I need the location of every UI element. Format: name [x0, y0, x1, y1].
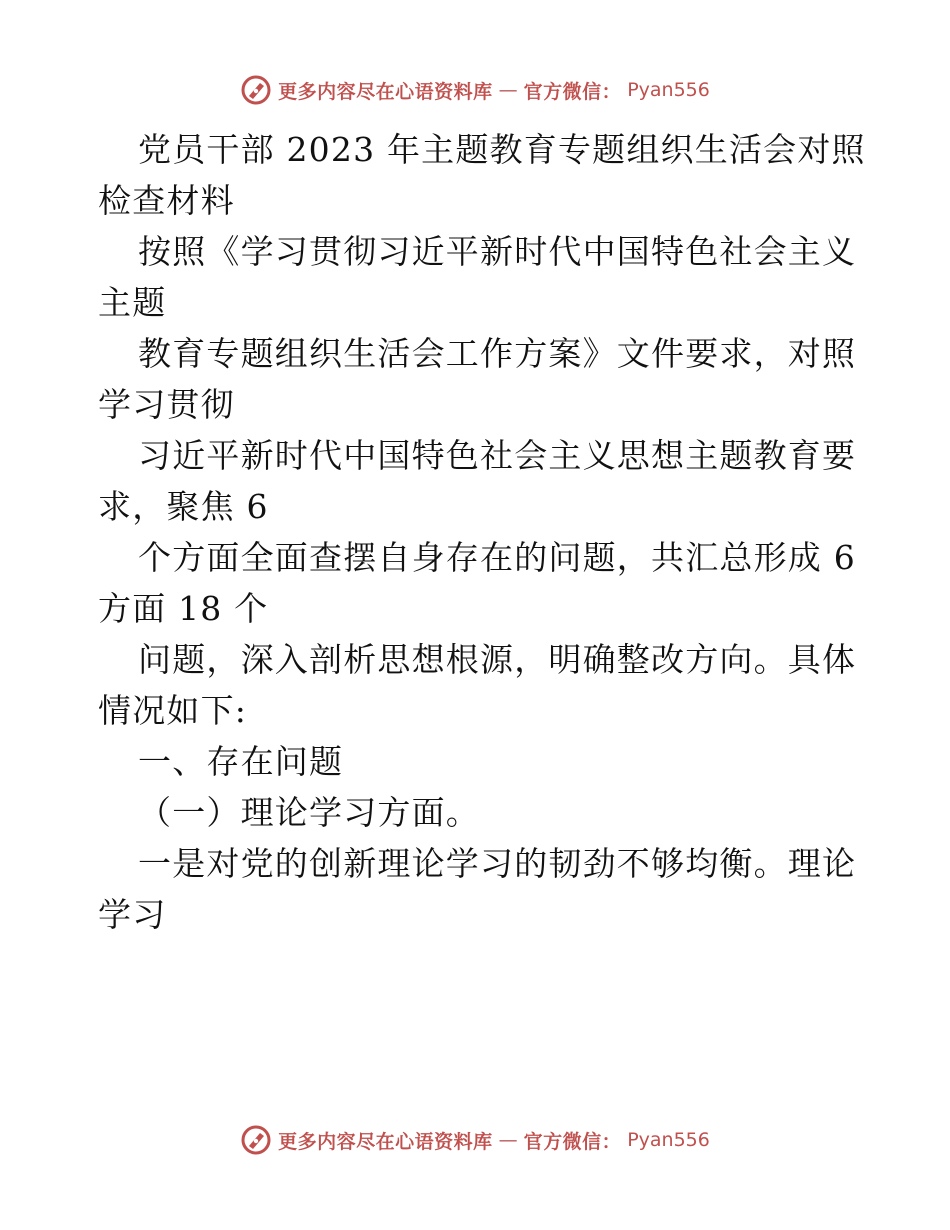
watermark-wechat-id: Pyan556 — [627, 1129, 710, 1151]
watermark-wechat-label: 官方微信： — [523, 1130, 622, 1153]
paragraph-5-line-1: 问题，深入剖析思想根源，明确整改方向。具体 — [138, 640, 857, 679]
title-line-1: 党员干部 2023 年主题教育专题组织生活会对照 — [138, 130, 866, 169]
document-title — [98, 124, 866, 226]
watermark-wechat-id: Pyan556 — [627, 79, 710, 101]
paragraph-2-line-2: 学习贯彻 — [98, 385, 235, 424]
watermark-dash: — — [498, 1129, 518, 1151]
paragraph-6-line-2: 学习 — [98, 895, 167, 934]
paragraph-5-line-2: 情况如下: — [98, 691, 248, 730]
watermark-site: 更多内容尽在心语资料库 — [278, 80, 493, 103]
paragraph-4-line-1: 个方面全面查摆自身存在的问题，共汇总形成 6 — [138, 538, 856, 577]
paragraph-2-line-1: 教育专题组织生活会工作方案》文件要求，对照 — [138, 334, 857, 373]
paragraph-6-line-1: 一是对党的创新理论学习的韧劲不够均衡。理论 — [138, 844, 857, 883]
paragraph-3-line-2: 求，聚焦 6 — [98, 487, 269, 526]
pen-seal-icon — [240, 1124, 272, 1156]
paragraph-4 — [98, 532, 858, 634]
pen-seal-icon — [240, 74, 272, 106]
paragraph-1-line-2: 主题 — [98, 283, 167, 322]
section-heading-1 — [98, 736, 858, 787]
paragraph-3 — [98, 430, 858, 532]
paragraph-5 — [98, 634, 858, 736]
subsection-heading-1-text: （一）理论学习方面。 — [138, 793, 480, 832]
subsection-heading-1 — [98, 787, 858, 838]
watermark-dash: — — [498, 79, 518, 101]
section-heading-1-text: 一、存在问题 — [138, 742, 344, 781]
title-line-2: 检查材料 — [98, 181, 235, 220]
paragraph-1-line-1: 按照《学习贯彻习近平新时代中国特色社会主义 — [138, 232, 857, 271]
paragraph-1 — [98, 226, 858, 328]
watermark-site: 更多内容尽在心语资料库 — [278, 1130, 493, 1153]
document-body — [98, 124, 866, 940]
paragraph-6 — [98, 838, 858, 940]
paragraph-2 — [98, 328, 858, 430]
header-watermark — [0, 70, 950, 110]
footer-watermark — [0, 1120, 950, 1160]
watermark-wechat-label: 官方微信： — [523, 80, 622, 103]
paragraph-3-line-1: 习近平新时代中国特色社会主义思想主题教育要 — [138, 436, 857, 475]
paragraph-4-line-2: 方面 18 个 — [98, 589, 269, 628]
